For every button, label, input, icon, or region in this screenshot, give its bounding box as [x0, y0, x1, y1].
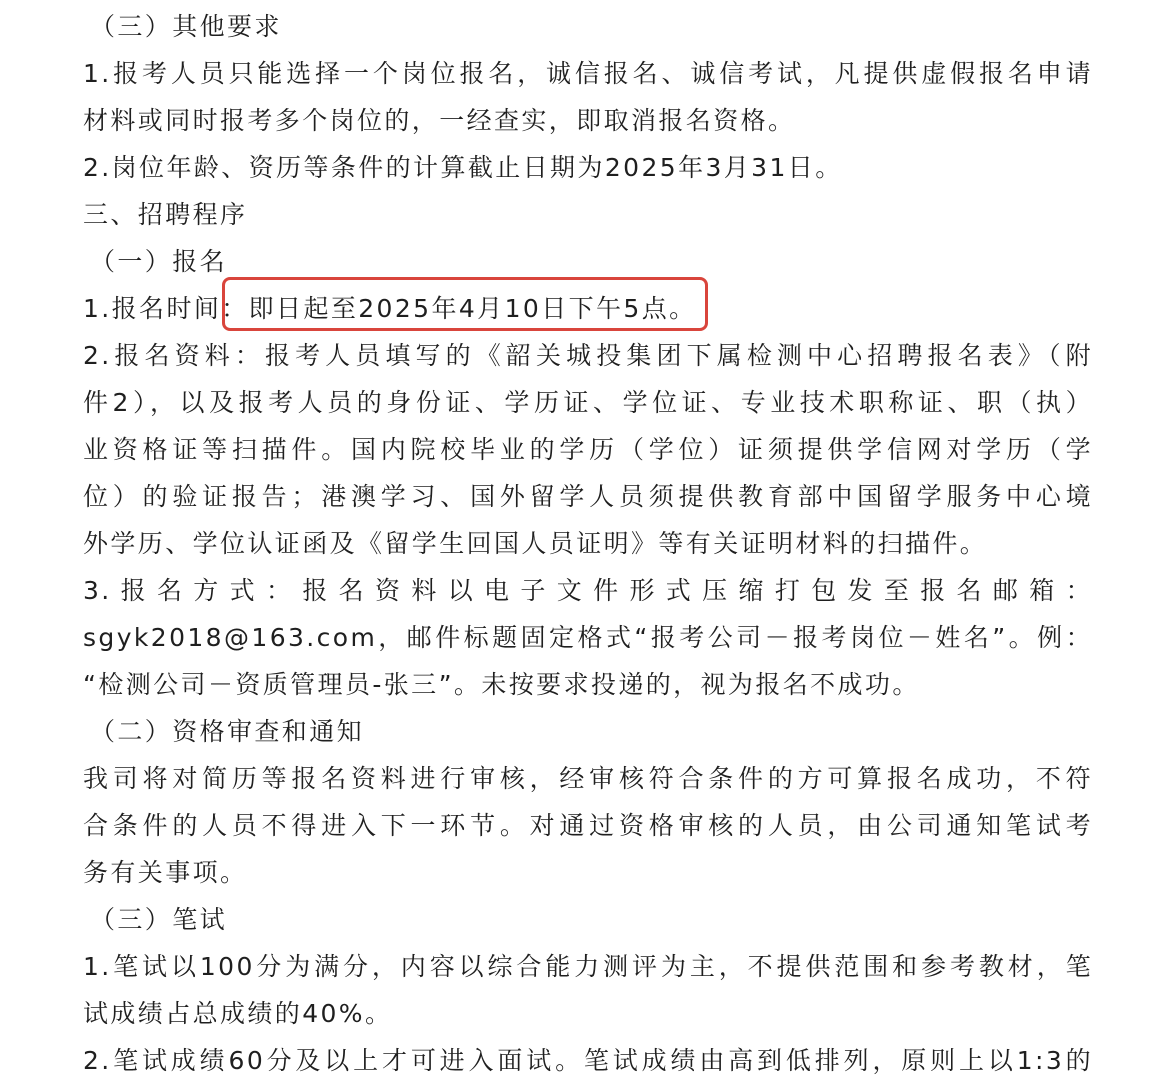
section-heading-qualification-review: （二）资格审查和通知: [90, 717, 365, 746]
paragraph-line: 3.报名方式：报名资料以电子文件形式压缩打包发至报名邮箱：: [83, 576, 1093, 605]
section-heading-other-requirements: （三）其他要求: [90, 12, 282, 41]
paragraph-line: 位）的验证报告；港澳学习、国外留学人员须提供教育部中国留学服务中心境: [83, 482, 1093, 511]
paragraph-line: 试成绩占总成绩的40%。: [83, 999, 393, 1028]
paragraph-line: “检测公司－资质管理员-张三”。未按要求投递的，视为报名不成功。: [83, 670, 920, 699]
registration-time-line: 1.报名时间：即日起至2025年4月10日下午5点。: [83, 294, 697, 323]
paragraph-line: 业资格证等扫描件。国内院校毕业的学历（学位）证须提供学信网对学历（学: [83, 435, 1093, 464]
paragraph-line: 件2），以及报考人员的身份证、学历证、学位证、专业技术职称证、职（执）: [83, 388, 1093, 417]
paragraph-line: 2.岗位年龄、资历等条件的计算截止日期为2025年3月31日。: [83, 153, 843, 182]
section-heading-recruitment-procedure: 三、招聘程序: [83, 200, 248, 229]
paragraph-line: 我司将对简历等报名资料进行审核，经审核符合条件的方可算报名成功，不符: [83, 764, 1093, 793]
paragraph-line: 1.报考人员只能选择一个岗位报名，诚信报名、诚信考试，凡提供虚假报名申请: [83, 59, 1093, 88]
section-heading-written-exam: （三）笔试: [90, 905, 228, 934]
email-line: sgyk2018@163.com，邮件标题固定格式“报考公司－报考岗位－姓名”。例：: [83, 623, 1093, 652]
paragraph-line: 材料或同时报考多个岗位的，一经查实，即取消报名资格。: [83, 106, 796, 135]
paragraph-line: 2.笔试成绩60分及以上才可进入面试。笔试成绩由高到低排列，原则上以1:3的: [83, 1046, 1093, 1075]
paragraph-line: 务有关事项。: [83, 858, 248, 887]
paragraph-line: 2.报名资料：报考人员填写的《韶关城投集团下属检测中心招聘报名表》（附: [83, 341, 1093, 370]
paragraph-line: 1.笔试以100分为满分，内容以综合能力测评为主，不提供范围和参考教材，笔: [83, 952, 1093, 981]
paragraph-line: 合条件的人员不得进入下一环节。对通过资格审核的人员，由公司通知笔试考: [83, 811, 1093, 840]
paragraph-line: 外学历、学位认证函及《留学生回国人员证明》等有关证明材料的扫描件。: [83, 529, 988, 558]
section-heading-registration: （一）报名: [90, 247, 228, 276]
